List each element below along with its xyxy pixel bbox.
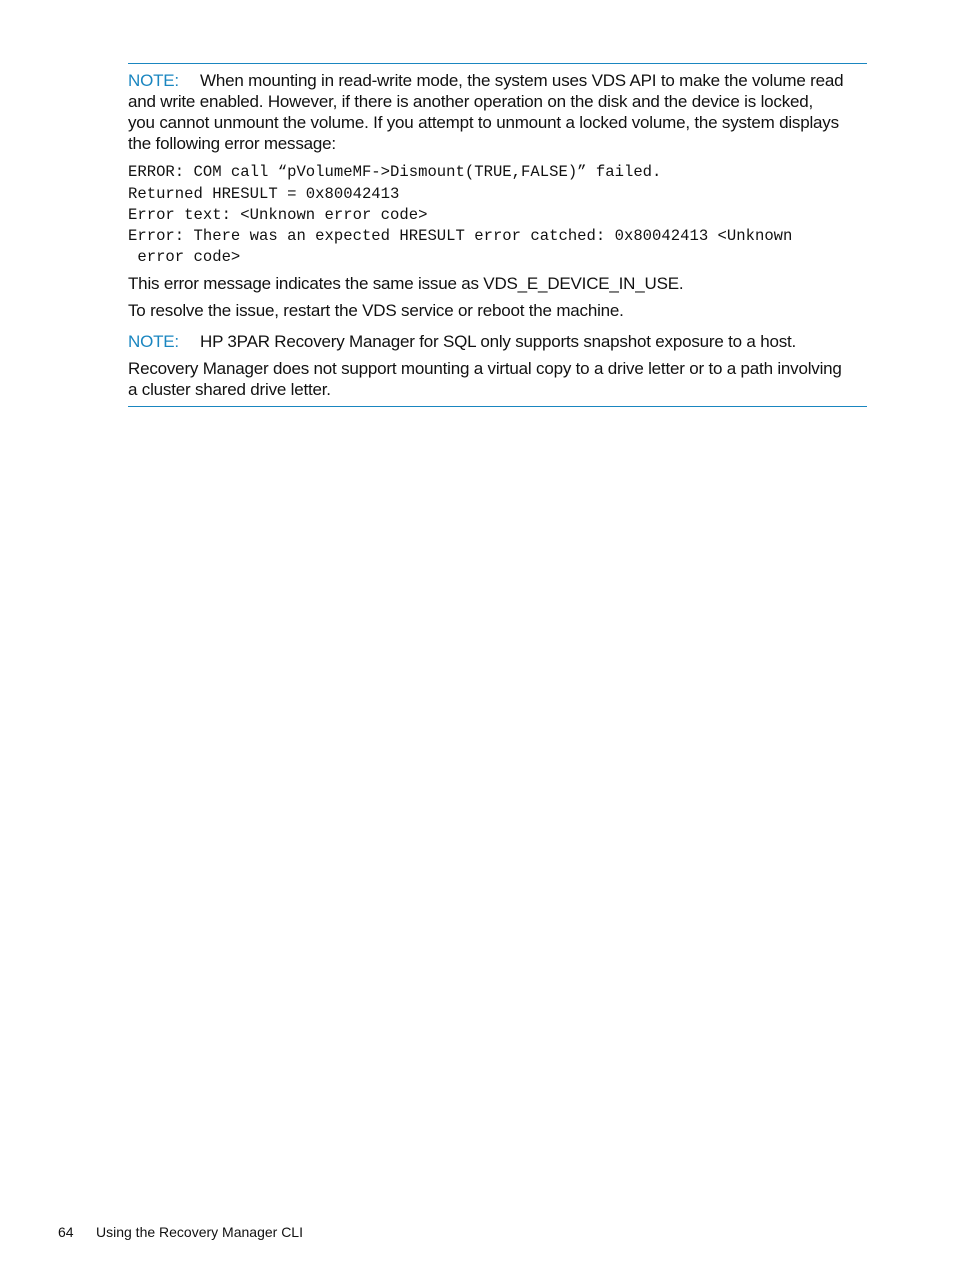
note1-line2: and write enabled. However, if there is another operation on the disk and the device is locked, (128, 92, 814, 111)
note1-line1 (128, 70, 867, 91)
note1-text-line1: When mounting in read-write mode, the system uses VDS API to make the volume read (200, 71, 844, 90)
footer-section-title: Using the Recovery Manager CLI (96, 1224, 303, 1240)
note2-line (128, 331, 867, 352)
code-line-5: error code> (128, 248, 241, 266)
note1-line4: the following error message: (128, 134, 336, 153)
code-line-2: Returned HRESULT = 0x80042413 (128, 185, 400, 203)
note1-line3: you cannot unmount the volume. If you attempt to unmount a locked volume, the system displays (128, 113, 839, 132)
note2-text: HP 3PAR Recovery Manager for SQL only supports snapshot exposure to a host. (200, 332, 797, 351)
para-resolve: To resolve the issue, restart the VDS service or reboot the machine. (128, 301, 624, 320)
para-indicates: This error message indicates the same issue as VDS_E_DEVICE_IN_USE. (128, 274, 684, 293)
code-line-1: ERROR: COM call “pVolumeMF->Dismount(TRUE,FALSE)” failed. (128, 163, 662, 181)
para-mount-line1: Recovery Manager does not support mounting a virtual copy to a drive letter or to a path involving (128, 359, 842, 378)
code-line-3: Error text: <Unknown error code> (128, 206, 428, 224)
note1-label: NOTE: (128, 71, 179, 90)
page-number: 64 (58, 1224, 74, 1240)
note-box (128, 63, 867, 407)
code-line-4: Error: There was an expected HRESULT error catched: 0x80042413 <Unknown (128, 227, 793, 245)
para-mount-line2: a cluster shared drive letter. (128, 380, 331, 399)
note2-label: NOTE: (128, 332, 179, 351)
page-footer (58, 1222, 303, 1242)
